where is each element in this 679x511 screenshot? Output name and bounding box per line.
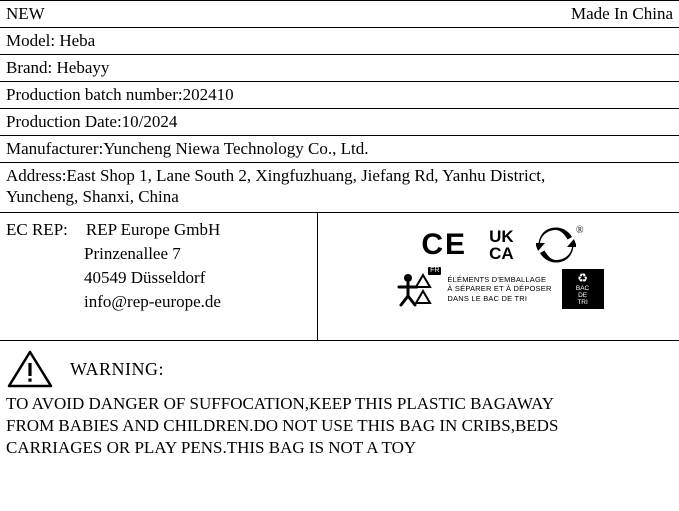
triman-instructions: ÉLÉMENTS D'EMBALLAGE À SÉPARER ET À DÉPOSER DANS LE BAC DE TRI xyxy=(447,274,552,303)
marks-bottom-row xyxy=(326,269,671,309)
brand-row: Brand: Hebayy xyxy=(0,55,679,82)
address-line-1: Address:East Shop 1, Lane South 2, Xingfuzhuang, Jiefang Rd, Yanhu District, xyxy=(6,166,546,185)
recycling-bin-icon xyxy=(562,269,604,309)
registered-trademark-icon: ® xyxy=(576,225,584,236)
ec-rep-line-3: 40549 Düsseldorf xyxy=(84,268,206,287)
label-header-row xyxy=(0,0,679,28)
warning-text xyxy=(6,393,673,459)
ec-rep-line-1: REP Europe GmbH xyxy=(85,220,221,239)
ce-mark-icon: CE xyxy=(421,228,468,261)
marks-top-row xyxy=(326,227,671,263)
ec-rep-section xyxy=(0,213,679,341)
triman-fr-badge: FR xyxy=(430,267,440,274)
green-dot-icon xyxy=(536,225,584,263)
warning-section xyxy=(0,341,679,459)
warning-triangle-icon xyxy=(6,349,54,389)
warning-header xyxy=(6,349,673,389)
origin-label: Made In China xyxy=(571,4,673,23)
bin-glyph: ♻ xyxy=(577,271,588,285)
production-date-row: Production Date:10/2024 xyxy=(0,109,679,136)
ec-rep-line-2: Prinzenallee 7 xyxy=(84,244,181,263)
new-label: NEW xyxy=(6,4,45,23)
ec-rep-title: EC REP: xyxy=(6,220,68,239)
warning-line-2: FROM BABIES AND CHILDREN.DO NOT USE THIS BAG IN CRIBS,BEDS xyxy=(6,416,559,435)
warning-title: WARNING: xyxy=(70,358,164,379)
ukca-mark-icon: UK CA xyxy=(489,227,514,263)
manufacturer-row: Manufacturer:Yuncheng Niewa Technology Co., Ltd. xyxy=(0,136,679,163)
address-line-2: Yuncheng, Shanxi, China xyxy=(6,187,179,206)
warning-line-3: CARRIAGES OR PLAY PENS.THIS BAG IS NOT A TOY xyxy=(6,438,417,457)
address-row xyxy=(0,163,679,213)
triman-icon xyxy=(393,267,440,309)
ec-rep-line-4: info@rep-europe.de xyxy=(84,292,221,311)
batch-number-row: Production batch number:202410 xyxy=(0,82,679,109)
warning-line-1: TO AVOID DANGER OF SUFFOCATION,KEEP THIS PLASTIC BAGAWAY xyxy=(6,394,555,413)
bin-label: BAC DE TRI xyxy=(575,285,590,306)
compliance-marks-block xyxy=(318,213,679,340)
ec-rep-block xyxy=(0,213,318,340)
model-row: Model: Heba xyxy=(0,28,679,55)
